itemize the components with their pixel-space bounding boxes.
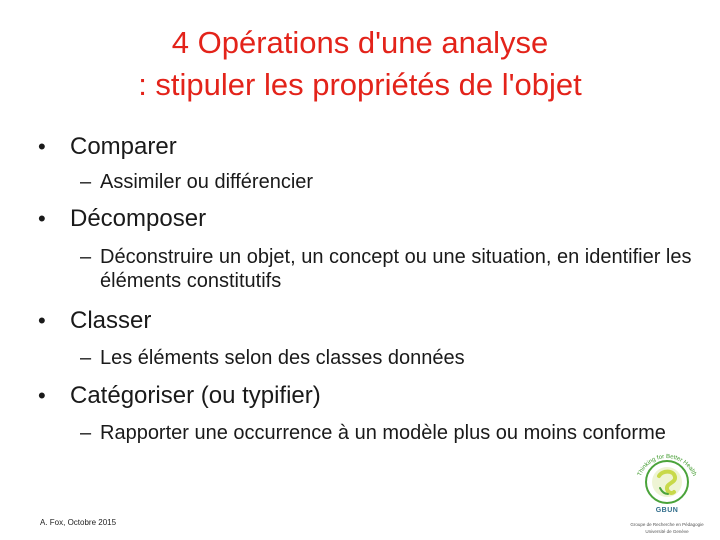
sub-bullet-text: Rapporter une occurrence à un modèle plus ou moins conforme — [100, 422, 666, 444]
bullet-comparer — [38, 132, 177, 162]
bullet-icon: • — [38, 134, 46, 159]
sub-bullet-text: Assimiler ou différencier — [100, 171, 314, 193]
bullet-label: Classer — [70, 307, 152, 334]
logo-subtitle-1: Groupe de Recherche en Pédagogie — [630, 522, 704, 527]
title-line-2: : stipuler les propriétés de l'objet — [138, 67, 582, 102]
bullet-categoriser — [38, 381, 321, 411]
sub-bullet-comparer — [80, 170, 700, 194]
gbun-logo — [622, 446, 712, 538]
dash-icon: – — [80, 422, 92, 444]
dash-icon: – — [80, 171, 92, 193]
title-line-1: 4 Opérations d'une analyse — [171, 25, 549, 60]
dash-icon: – — [80, 347, 92, 369]
bullet-icon: • — [38, 206, 46, 231]
slide-title — [60, 22, 660, 106]
dash-icon: – — [80, 246, 92, 268]
sub-bullet-decomposer — [80, 245, 700, 293]
bullet-classer — [38, 306, 151, 336]
logo-name: GBUN — [655, 507, 679, 514]
bullet-icon: • — [38, 308, 46, 333]
bullet-label: Comparer — [70, 133, 177, 160]
logo-ring-textpath: Thinking for Better Health — [636, 453, 698, 478]
sub-bullet-text: Déconstruire un objet, un concept ou une situation, en identifier les éléments constitutifs — [100, 246, 692, 292]
bullet-label: Catégoriser (ou typifier) — [70, 382, 321, 409]
footer-author: A. Fox, Octobre 2015 — [40, 518, 117, 527]
bullet-icon: • — [38, 383, 46, 408]
bullet-decomposer — [38, 204, 206, 234]
sub-bullet-classer — [80, 346, 700, 370]
sub-bullet-categoriser — [80, 421, 700, 445]
logo-subtitle-2: Université de Genève — [645, 529, 689, 534]
bullet-label: Décomposer — [70, 205, 207, 232]
logo-emblem-icon — [622, 446, 712, 508]
sub-bullet-text: Les éléments selon des classes données — [100, 347, 465, 369]
